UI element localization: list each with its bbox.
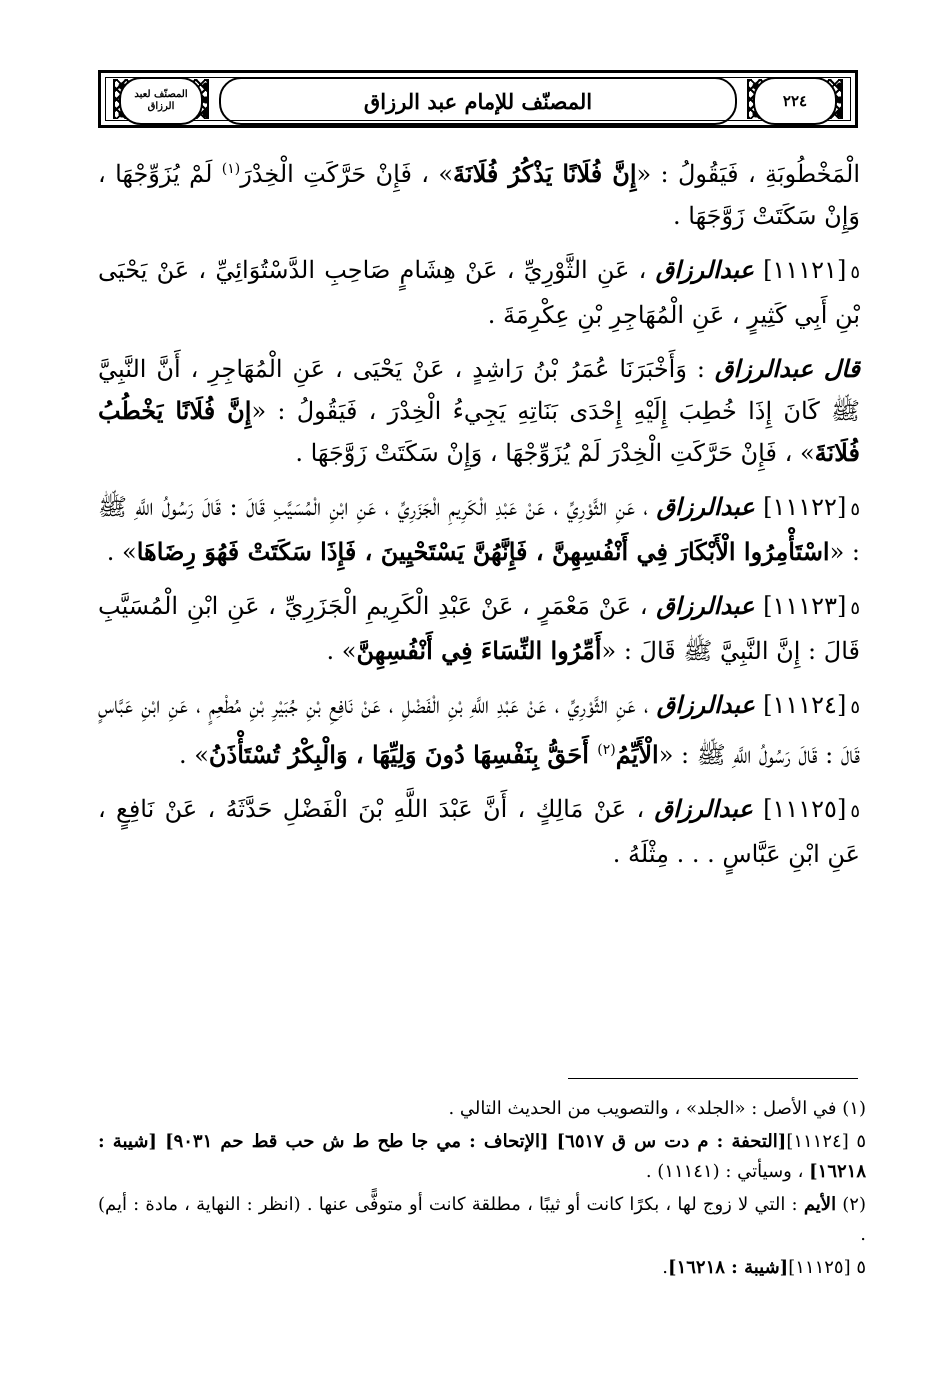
author-name: عبدالرزاق [656, 591, 755, 620]
footnote-label: (١) [842, 1098, 866, 1119]
hadith-quote: إِنَّ فُلَانًا يَذْكُرُ فُلَانَةَ [453, 159, 637, 188]
footnote-11125 [98, 1253, 866, 1283]
author-name: عبدالرزاق [654, 794, 753, 823]
paragraph-text: » ، فَإِنْ حَرَّكَتِ الْخِدْرَ لَمْ يُزَوِّجْهَا ، وَإِنْ سَكَتَتْ زَوَّجَهَا . [295, 439, 815, 467]
hadith-marker: ٥ [850, 262, 860, 283]
hadith-marker: ٥ [850, 801, 860, 822]
paragraph-text: ، عَنِ الثَّوْرِيِّ ، عَنْ عَبْدِ الْكَرِيمِ الْجَزَرِيِّ ، عَنِ ابْنِ الْمُسَيَّبِ قَالَ : قَالَ رَسُولُ اللَّهِ ﷺ : « [98, 493, 860, 566]
main-text [98, 148, 860, 887]
hadith-quote: إِنَّ فُلَانًا يَخْطُبُ فُلَانَةَ [98, 396, 860, 467]
author-name: عبدالرزاق [655, 255, 754, 284]
footnote-ref: (١) [221, 161, 241, 177]
paragraph-text: » ، فَإِنْ حَرَّكَتِ الْخِدْرَ [240, 160, 454, 188]
paragraph-text: ، عَنْ مَالِكٍ ، أَنَّ عَبْدَ اللَّهِ بْنَ الْفَضْلِ حَدَّثَهُ ، عَنْ نَافِعٍ ، عَنِ ابْنِ عَبَّاسٍ . . . مِثْلَهُ . [98, 795, 860, 868]
footnote-term: الأيم [803, 1194, 837, 1215]
paragraph-text: » . [106, 538, 137, 566]
paragraph-text: لَمْ يُزَوِّجْهَا ، وَإِنْ سَكَتَتْ زَوَّجَهَا . [98, 160, 860, 230]
footnote-sources: [شيبة : ١٦٢١٨] [668, 1257, 789, 1278]
footnote-1 [98, 1094, 866, 1124]
hadith-number: [١١١٢٤] [763, 691, 847, 719]
footnote-label: ٥ [١١١٢٤] [786, 1131, 866, 1152]
paragraph-continuation [98, 148, 860, 237]
paragraph-text: ، عَنْ مَعْمَرٍ ، عَنْ عَبْدِ الْكَرِيمِ الْجَزَرِيِّ ، عَنِ ابْنِ الْمُسَيَّبِ قَالَ : إِنَّ النَّبِيَّ ﷺ قَالَ : « [98, 592, 860, 665]
paragraph-text: » . [178, 741, 209, 769]
hadith-11121-continued [98, 348, 860, 474]
paragraph-text: ، عَنِ الثَّوْرِيِّ ، عَنْ عَبْدِ اللَّهِ بْنِ الْفَضْلِ ، عَنْ نَافِعِ بْنِ جُبَيْرِ بْنِ مُطْعِمٍ ، عَنِ ابْنِ عَبَّاسٍ قَالَ : قَالَ رَسُولُ اللَّهِ ﷺ : « [98, 691, 860, 769]
page-number: ٢٢٤ [753, 77, 837, 125]
hadith-quote: أَمِّرُوا النِّسَاءَ فِي أَنْفُسِهِنَّ [356, 636, 602, 665]
hadith-number: [١١١٢١] [763, 256, 847, 284]
hadith-number: [١١١٢٢] [763, 493, 847, 521]
hadith-11125 [98, 788, 860, 875]
book-title: المصنّف للإمام عبد الرزاق [219, 77, 737, 125]
hadith-marker: ٥ [850, 598, 860, 619]
footnote-text: ، وسيأتي : (١١١٤١) . [645, 1161, 804, 1182]
footnote-2 [98, 1190, 866, 1250]
footnote-sources: [التحفة : م دت س ق ٦٥١٧] [الإتحاف : مي جا طح ط ش حب قط حم ٩٠٣١] [شيبة : ١٦٢١٨] [98, 1131, 866, 1182]
hadith-marker: ٥ [850, 499, 860, 520]
paragraph-text: الْمَخْطُوبَةِ ، فَيَقُولُ : « [636, 160, 861, 188]
author-name: قال عبدالرزاق [714, 354, 861, 383]
footnote-ref: (٢) [597, 742, 616, 758]
footnote-text: . [662, 1257, 669, 1278]
footnote-11124 [98, 1127, 866, 1187]
page-header [98, 70, 858, 128]
author-name: عبدالرزاق [656, 690, 755, 719]
hadith-11121 [98, 249, 860, 336]
footnote-label: ٥ [١١١٢٥] [788, 1257, 866, 1278]
footnote-text: : التي لا زوج لها ، بكرًا كانت أو ثيبًا ، مطلقة كانت أو متوفًّى عنها . (انظر : النهاية ، مادة : أيم) . [98, 1194, 866, 1245]
hadith-11123 [98, 585, 860, 672]
hadith-number: [١١١٢٥] [763, 795, 847, 823]
footnotes [98, 1094, 866, 1286]
hadith-number: [١١١٢٣] [763, 592, 847, 620]
hadith-11124 [98, 684, 860, 776]
footnote-divider [568, 1078, 858, 1079]
footnote-text: في الأصل : «الجلد» ، والتصويب من الحديث التالي . [448, 1098, 837, 1119]
paragraph-text: : وَأَخْبَرَنَا عُمَرُ بْنُ رَاشِدٍ ، عَنْ يَحْيَى ، عَنِ الْمُهَاجِرِ ، أَنَّ النَّبِيَّ ﷺ كَانَ إِذَا خُطِبَ إِلَيْهِ إِحْدَى بَنَاتِهِ يَجِيءُ الْخِدْرَ ، فَيَقُولُ : « [98, 355, 861, 425]
footnote-label: (٢) [842, 1194, 866, 1215]
paragraph-text: » . [326, 637, 357, 665]
paragraph-text: ، عَنِ الثَّوْرِيِّ ، عَنْ هِشَامٍ صَاحِبِ الدَّسْتُوَائِيِّ ، عَنْ يَحْيَى بْنِ أَبِي كَثِيرٍ ، عَنِ الْمُهَاجِرِ بْنِ عِكْرِمَةَ . [98, 256, 860, 329]
header-seal: المصنّف لعبد الرزاق [119, 77, 203, 125]
hadith-quote: الْأَيِّمُ [615, 740, 659, 769]
hadith-marker: ٥ [850, 697, 860, 718]
hadith-quote: أَحَقُّ بِنَفْسِهَا دُونَ وَلِيِّهَا ، وَالْبِكْرُ تُسْتَأْذَنُ [208, 740, 598, 769]
hadith-quote: اسْتَأْمِرُوا الْأَبْكَارَ فِي أَنْفُسِهِنَّ ، فَإِنَّهُنَّ يَسْتَحْيِينَ ، فَإِذَا سَكَتَتْ فَهُوَ رِضَاهَا [136, 537, 830, 566]
author-name: عبدالرزاق [656, 492, 755, 521]
hadith-11122 [98, 486, 860, 573]
